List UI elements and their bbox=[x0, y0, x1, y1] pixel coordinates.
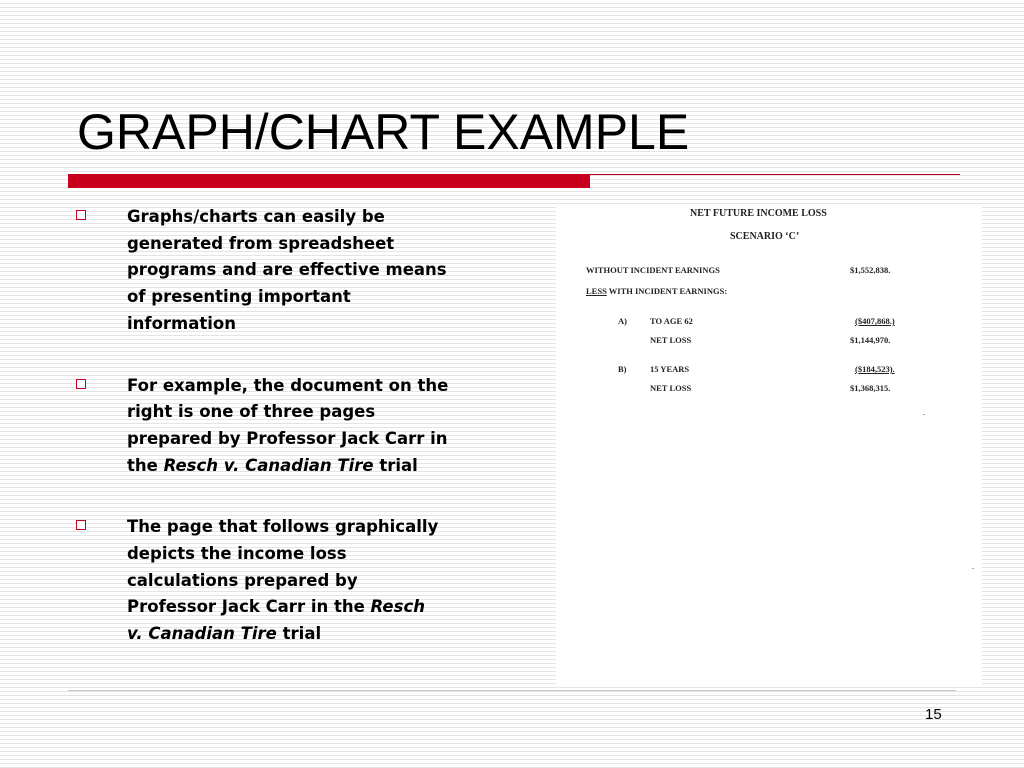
scenario-a-marker: A) bbox=[618, 316, 627, 326]
bullet-text-part: For example, the document on the right is one of three pages prepared by Professor Jack Carr in the bbox=[127, 375, 449, 475]
document-heading: NET FUTURE INCOME LOSS bbox=[690, 208, 827, 219]
bullet-text bbox=[127, 373, 496, 480]
bullet-text-part: trial bbox=[276, 624, 322, 644]
slide-title: GRAPH/CHART EXAMPLE bbox=[77, 104, 690, 160]
scenario-b-net-label: NET LOSS bbox=[650, 383, 692, 393]
less-word: LESS bbox=[586, 286, 607, 296]
bullet-item bbox=[76, 373, 496, 480]
scenario-b-marker: B) bbox=[618, 364, 627, 374]
bullet-list bbox=[76, 204, 496, 683]
case-name: Resch v. Canadian Tire bbox=[163, 455, 374, 475]
case-name: Resch v. Canadian Tire bbox=[127, 597, 425, 644]
footer-rule bbox=[68, 690, 956, 691]
scenario-a-net-label: NET LOSS bbox=[650, 335, 692, 345]
square-bullet-icon bbox=[76, 520, 86, 530]
scenario-b-net-value: $1,368,315. bbox=[850, 383, 891, 393]
scenario-b-label: 15 YEARS bbox=[650, 364, 690, 374]
bullet-item bbox=[76, 204, 496, 338]
without-earnings-label: WITHOUT INCIDENT EARNINGS bbox=[586, 265, 720, 275]
scenario-b-value: ($184,523). bbox=[855, 364, 895, 374]
bullet-text: Graphs/charts can easily be generated from spreadsheet programs and are effective means of presenting important information bbox=[127, 207, 447, 333]
square-bullet-icon bbox=[76, 210, 86, 220]
scan-speck bbox=[972, 568, 974, 569]
with-earnings-label: WITH INCIDENT EARNINGS: bbox=[606, 286, 728, 296]
title-underline-accent bbox=[68, 174, 590, 188]
scenario-a-label: TO AGE 62 bbox=[650, 316, 693, 326]
scan-speck bbox=[923, 414, 925, 415]
square-bullet-icon bbox=[76, 379, 86, 389]
scenario-a-net-value: $1,144,970. bbox=[850, 335, 891, 345]
bullet-text-part: trial bbox=[373, 455, 418, 475]
bullet-text-part: The page that follows graphically depicts the income loss calculations prepared by Professor Jack Carr in the bbox=[127, 517, 439, 617]
without-earnings-value: $1,552,838. bbox=[850, 265, 891, 275]
page-number: 15 bbox=[925, 706, 942, 723]
bullet-item bbox=[76, 514, 496, 648]
title-underline-rule bbox=[590, 174, 960, 175]
document-subheading: SCENARIO ‘C’ bbox=[730, 231, 800, 242]
scenario-a-value: ($407,868.) bbox=[855, 316, 895, 326]
with-earnings-row bbox=[586, 286, 727, 296]
income-loss-document bbox=[556, 206, 982, 686]
bullet-text bbox=[127, 514, 496, 648]
